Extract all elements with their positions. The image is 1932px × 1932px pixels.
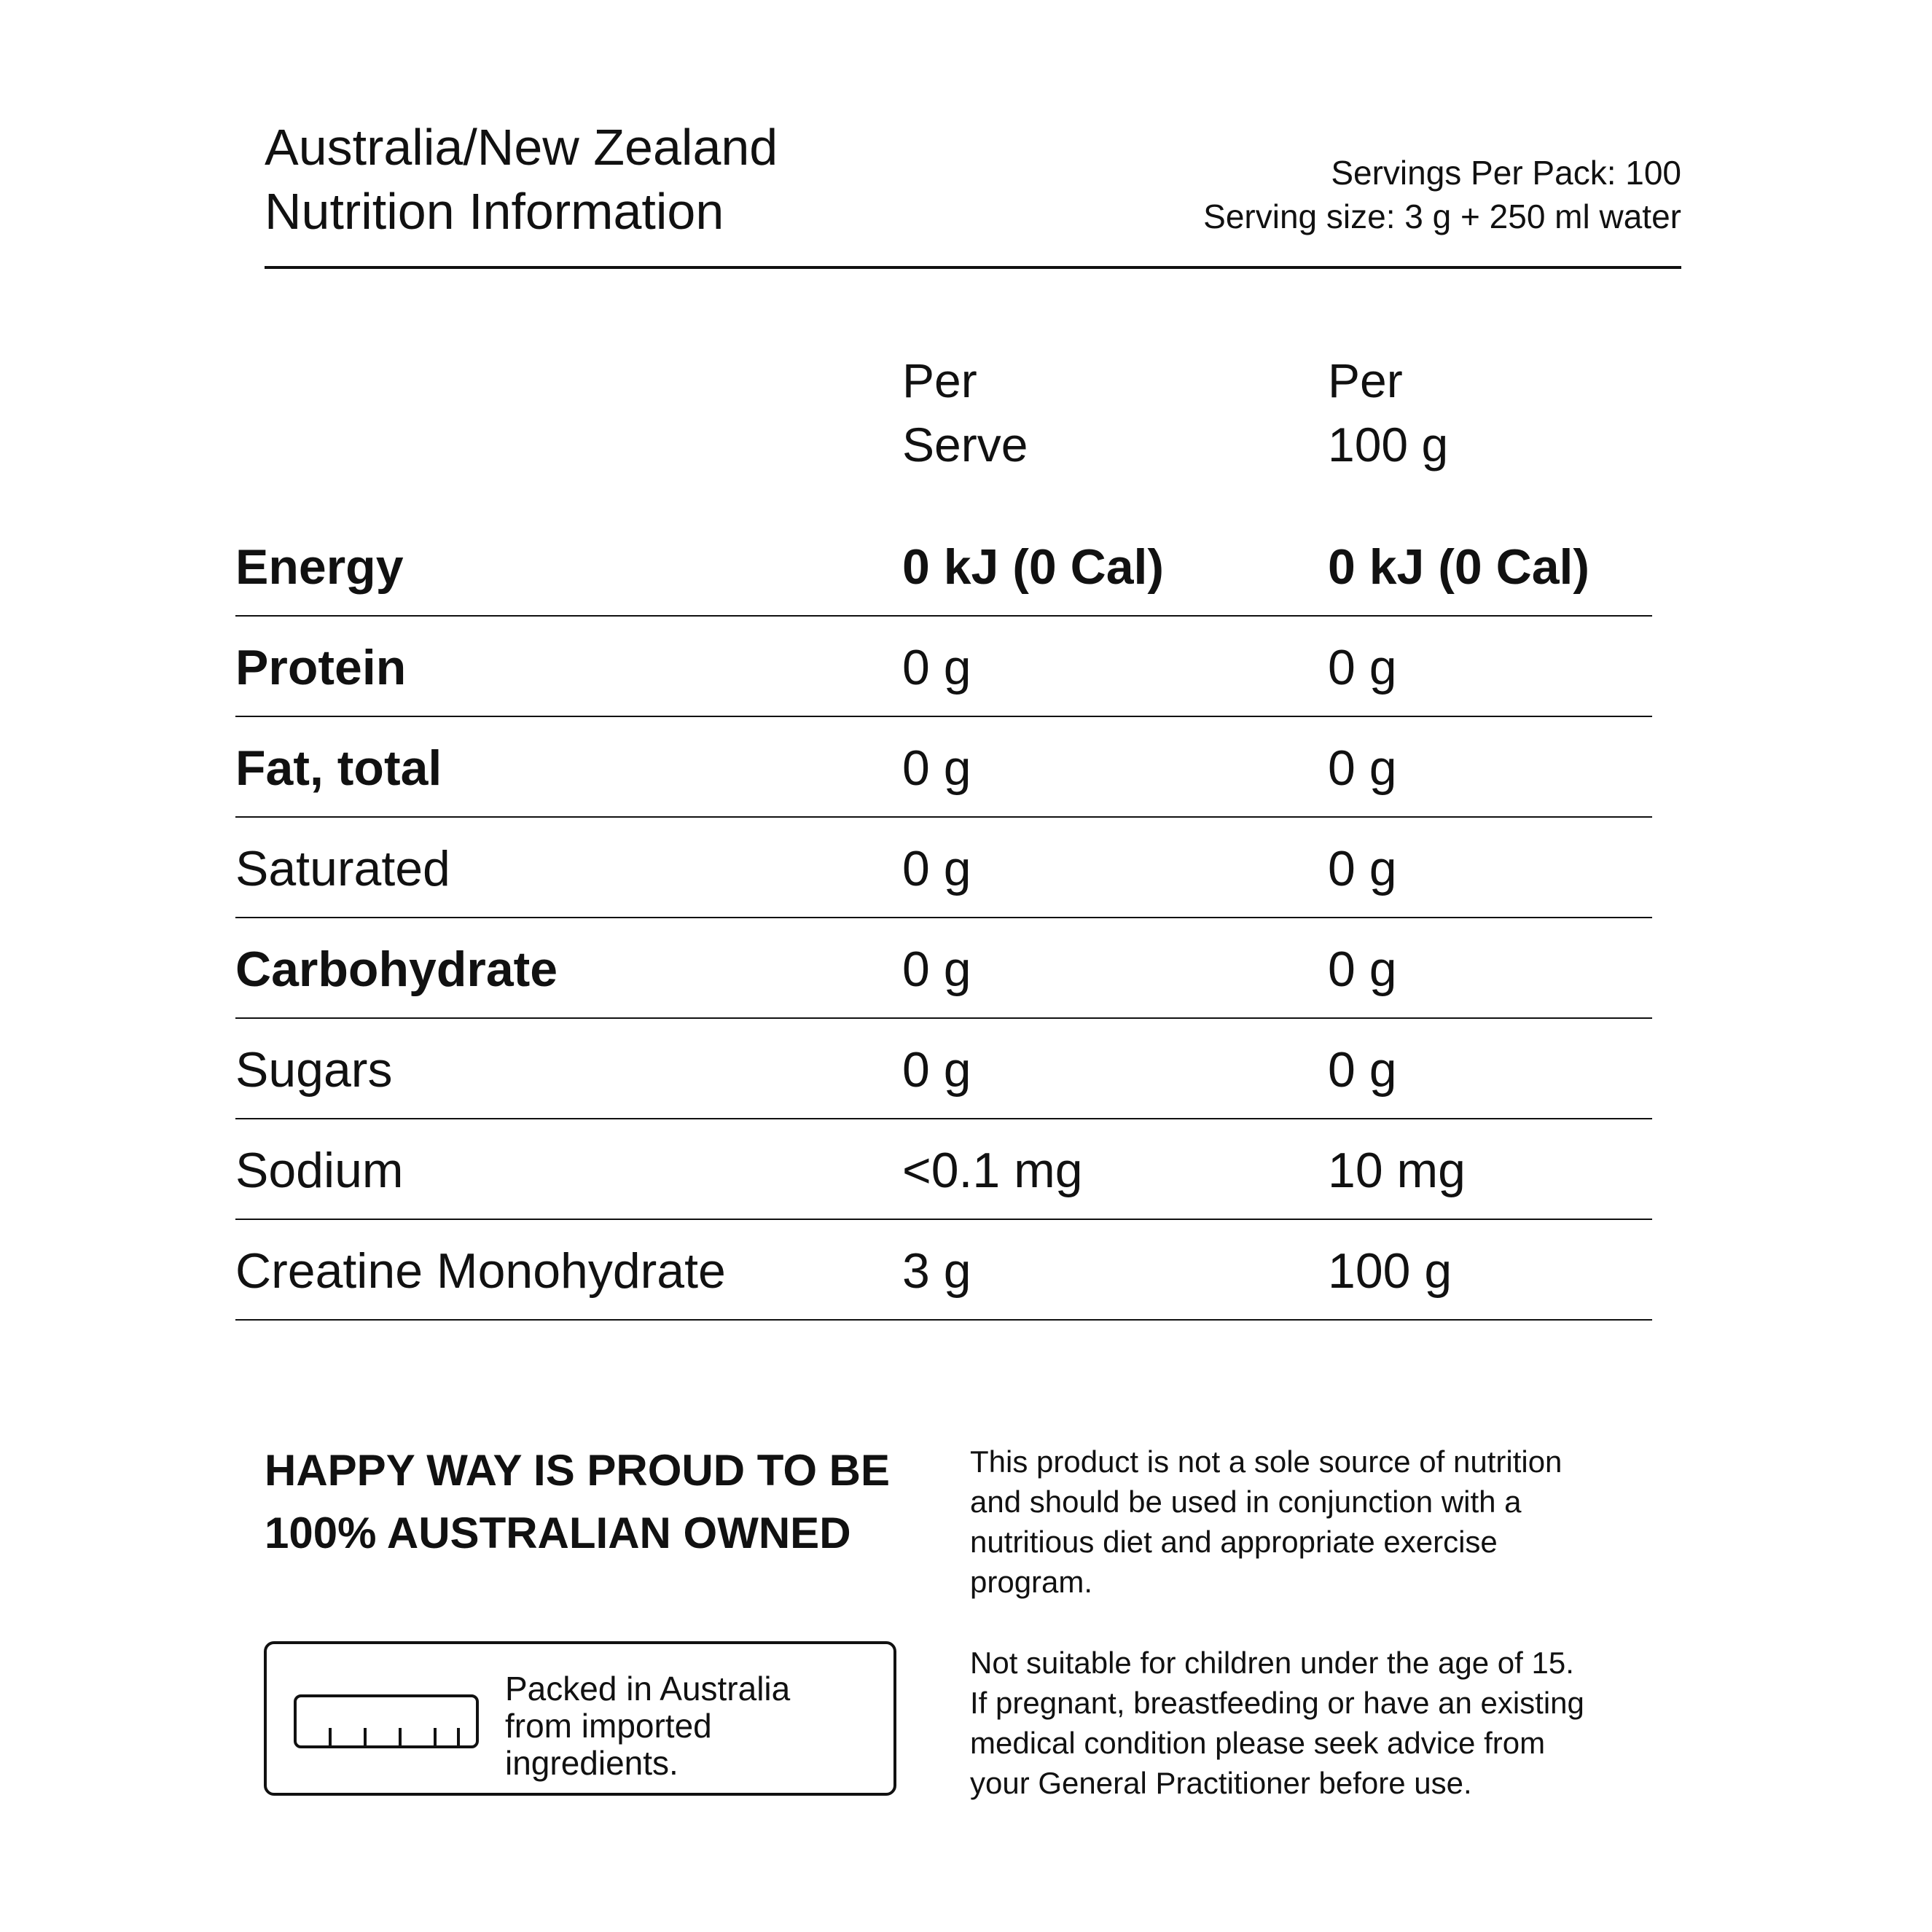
per-100g-value: 0 g (1328, 740, 1397, 796)
nutrient-name: Fat, total (235, 740, 442, 796)
packed-line-1: Packed in Australia (505, 1670, 791, 1708)
nutrition-disclaimer-line-4: program. (970, 1565, 1093, 1599)
table-row-fat-total (235, 717, 1652, 818)
per-100g-value: 0 kJ (0 Cal) (1328, 539, 1590, 595)
table-row-sugars (235, 1019, 1652, 1119)
safety-warning (970, 1643, 1584, 1803)
table-row-energy (235, 526, 1652, 617)
safety-warning-line-4: your General Practitioner before use. (970, 1766, 1472, 1800)
packed-in-australia-text (505, 1670, 790, 1782)
per-100g-value: 0 g (1328, 841, 1397, 896)
table-row-sodium (235, 1119, 1652, 1220)
per-100g-value: 10 mg (1328, 1143, 1466, 1198)
packed-line-2: from imported (505, 1707, 712, 1745)
ruler-icon (293, 1694, 480, 1749)
column-header-per-100g-line-1: Per (1328, 353, 1403, 407)
column-header-per-100g-line-2: 100 g (1328, 418, 1449, 472)
per-100g-value: 0 g (1328, 942, 1397, 997)
nutrition-disclaimer (970, 1442, 1562, 1602)
table-row-saturated (235, 818, 1652, 918)
table-row-creatine-monohydrate (235, 1220, 1652, 1321)
panel-title-line-2: Nutrition Information (265, 183, 724, 240)
per-serve-value: 0 g (902, 640, 971, 695)
per-serve-value: 0 kJ (0 Cal) (902, 539, 1165, 595)
table-row-protein (235, 617, 1652, 717)
australian-owned-statement (265, 1439, 890, 1565)
per-serve-value: 3 g (902, 1243, 971, 1299)
column-header-per-serve-line-1: Per (902, 353, 977, 407)
serving-size: Serving size: 3 g + 250 ml water (1203, 197, 1681, 235)
per-serve-value: 0 g (902, 841, 971, 896)
nutrient-name: Protein (235, 640, 407, 695)
per-serve-value: 0 g (902, 1042, 971, 1098)
panel-title (265, 115, 778, 243)
nutrition-disclaimer-line-2: and should be used in conjunction with a (970, 1485, 1522, 1519)
panel-title-line-1: Australia/New Zealand (265, 119, 778, 176)
nutrient-name: Carbohydrate (235, 942, 558, 997)
per-serve-value: 0 g (902, 942, 971, 997)
safety-warning-line-2: If pregnant, breastfeeding or have an existing (970, 1686, 1584, 1720)
per-100g-value: 0 g (1328, 1042, 1397, 1098)
table-row-carbohydrate (235, 918, 1652, 1019)
per-serve-value: <0.1 mg (902, 1143, 1083, 1198)
column-header-per-serve (902, 348, 1028, 477)
safety-warning-line-1: Not suitable for children under the age of 15. (970, 1646, 1574, 1680)
packed-line-3: ingredients. (505, 1744, 678, 1782)
nutrient-name: Saturated (235, 841, 450, 896)
column-header-per-100g (1328, 348, 1448, 477)
nutrient-name: Sugars (235, 1042, 393, 1098)
nutrition-table (235, 526, 1652, 1321)
per-100g-value: 0 g (1328, 640, 1397, 695)
nutrient-name: Sodium (235, 1143, 404, 1198)
country-of-origin-label (264, 1641, 896, 1796)
australian-owned-line-2: 100% AUSTRALIAN OWNED (265, 1509, 851, 1557)
nutrient-name: Energy (235, 539, 404, 595)
safety-warning-line-3: medical condition please seek advice from (970, 1726, 1546, 1760)
per-100g-value: 100 g (1328, 1243, 1452, 1299)
australian-owned-line-1: HAPPY WAY IS PROUD TO BE (265, 1446, 891, 1495)
header-divider (265, 266, 1681, 269)
serving-info (1203, 151, 1681, 238)
servings-per-pack: Servings Per Pack: 100 (1331, 154, 1681, 192)
nutrient-name: Creatine Monohydrate (235, 1243, 726, 1299)
per-serve-value: 0 g (902, 740, 971, 796)
nutrition-disclaimer-line-1: This product is not a sole source of nutrition (970, 1444, 1563, 1479)
column-header-per-serve-line-2: Serve (902, 418, 1028, 472)
nutrition-disclaimer-line-3: nutritious diet and appropriate exercise (970, 1525, 1498, 1559)
